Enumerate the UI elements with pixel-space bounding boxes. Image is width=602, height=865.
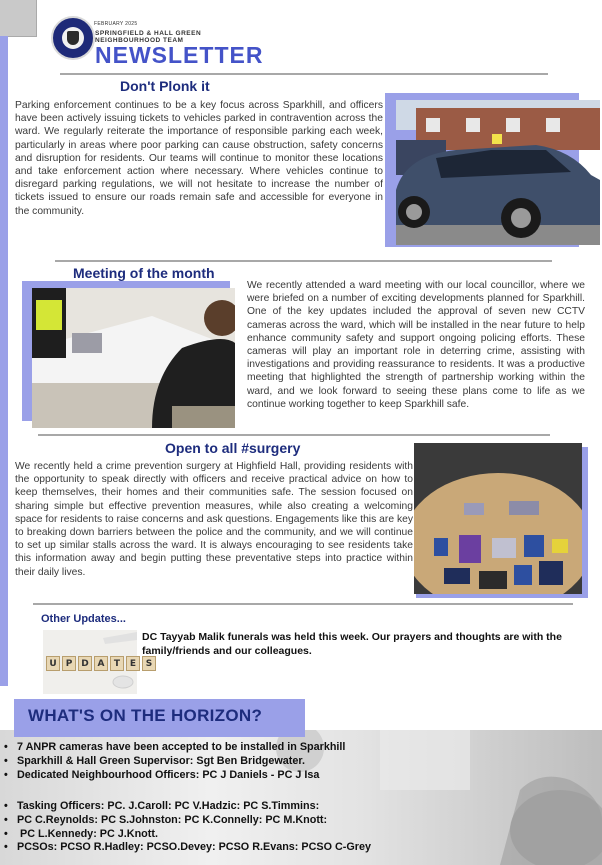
plonk-body: Parking enforcement continues to be a key focus across Sparkhill, and officers have been actively issuing tickets to vehicles parked in contravention across the ward. We regularly reiterate the importance of responsible parking each week, particularly in areas where poor parking can cause obstruction, safety concerns and disruption for residents. Our teams will continue to monitor these locations and take enforcement action where necessary. Where vehicles continue to disregard parking regulations, we will not hesitate to increase the number of tickets issued to ensure our roads remain safe and accessible for everyone in the community. xyxy=(15,100,383,217)
other-updates-heading: Other Updates... xyxy=(41,613,126,625)
newsletter-title: NEWSLETTER xyxy=(95,42,264,68)
left-accent-bar xyxy=(0,36,8,686)
horizon-bullet: • PC L.Kennedy: PC J.Knott. xyxy=(4,828,371,842)
horizon-heading: WHAT'S ON THE HORIZON? xyxy=(28,706,263,725)
meeting-heading: Meeting of the month xyxy=(73,265,215,281)
newsletter-date: FEBRUARY 2025 xyxy=(94,21,138,27)
horizon-bullet: • PCSOs: PCSO R.Hadley: PCSO.Devey: PCSO R.Evans: PCSO C-Grey xyxy=(4,841,371,855)
horizon-bullet: • 7 ANPR cameras have been accepted to be installed in Sparkhill xyxy=(4,741,345,755)
horizon-bullet: • Dedicated Neighbourhood Officers: PC J Daniels - PC J Isa xyxy=(4,769,345,783)
section-divider xyxy=(38,434,550,436)
surgery-stall-photo xyxy=(414,443,582,594)
updates-letter-tiles xyxy=(46,656,156,671)
meeting-body: We recently attended a ward meeting with our local councillor, where we were briefed on a number of exciting developments planned for Sparkhill. One of the key updates included the approval of seven new CCTV cameras across the ward, which will be installed in the near future to help enhance community safety and support ongoing policing efforts. These cameras will play an important role in deterring crime, assisting with investigations and providing reassurance to residents. It was a productive meeting that highlighted the strength of partnership working within the ward, and we look forward to seeing these plans come to life as we continue working together to keep Sparkhill safe. xyxy=(247,280,585,410)
police-logo xyxy=(51,16,95,60)
page-corner-block xyxy=(0,0,37,37)
other-updates-body: DC Tayyab Malik funerals was held this week. Our prayers and thoughts are with the family/friends and our colleagues. xyxy=(142,631,562,657)
horizon-bullets-b xyxy=(4,800,371,855)
horizon-bullets-a xyxy=(4,741,345,782)
letter-tile: D xyxy=(78,656,92,671)
section-divider xyxy=(55,260,552,262)
letter-tile: E xyxy=(126,656,140,671)
letter-tile: S xyxy=(142,656,156,671)
meeting-photo xyxy=(32,288,235,428)
plonk-heading: Don't Plonk it xyxy=(120,78,210,94)
horizon-bullet: • PC C.Reynolds: PC S.Johnston: PC K.Connelly: PC M.Knott: xyxy=(4,814,371,828)
section-divider xyxy=(60,73,548,75)
section-divider xyxy=(33,603,573,605)
parked-car-photo xyxy=(396,100,600,245)
surgery-heading: Open to all #surgery xyxy=(165,440,301,456)
updates-photo xyxy=(43,630,153,694)
letter-tile: A xyxy=(94,656,108,671)
letter-tile: U xyxy=(46,656,60,671)
letter-tile: P xyxy=(62,656,76,671)
team-name-line1: SPRINGFIELD & HALL GREEN xyxy=(95,30,202,37)
horizon-bullet: • Sparkhill & Hall Green Supervisor: Sgt Ben Bridgewater. xyxy=(4,755,345,769)
team-name-line2: NEIGHBOURHOOD TEAM xyxy=(95,37,184,44)
surgery-body: We recently held a crime prevention surgery at Highfield Hall, providing residents with the opportunity to speak directly with officers and receive practical advice on how to keep themselves, their homes and their communities safe. The session focused on sharing simple but effective prevention measures, while also creating a welcoming space for residents to raise concerns and ask questions. Engagements like this are key to breaking down barriers between the police and the community, and we will continue to set up similar stalls across the ward. It is always encouraging to see residents take this information away and begin putting these preventative steps into practice within their daily lives. xyxy=(15,461,413,578)
horizon-bullet: • Tasking Officers: PC. J.Caroll: PC V.Hadzic: PC S.Timmins: xyxy=(4,800,371,814)
letter-tile: T xyxy=(110,656,124,671)
